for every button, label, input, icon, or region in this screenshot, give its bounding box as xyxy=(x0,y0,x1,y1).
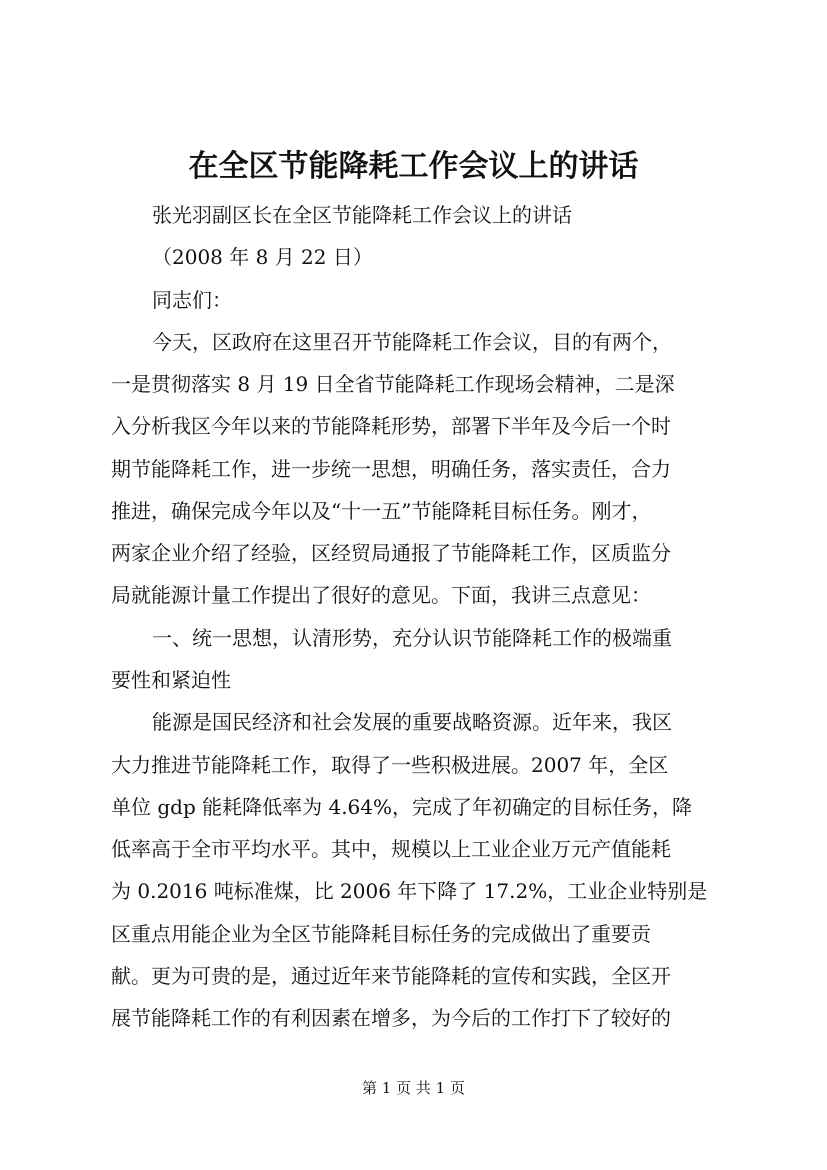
body-line: 一是贯彻落实 8 月 19 日全省节能降耗工作现场会精神，二是深 xyxy=(111,372,675,396)
body-line: 单位 gdp 能耗降低率为 4.64%，完成了年初确定的目标任务，降 xyxy=(111,795,693,819)
body-line: 局就能源计量工作提出了很好的意见。下面，我讲三点意见： xyxy=(111,583,651,607)
section-heading: 一、统一思想，认清形势，充分认识节能降耗工作的极端重 xyxy=(152,626,672,650)
body-line: 展节能降耗工作的有利因素在增多，为今后的工作打下了较好的 xyxy=(111,1006,671,1030)
body-line: 区重点用能企业为全区节能降耗目标任务的完成做出了重要贡 xyxy=(111,922,651,946)
body-line: 献。更为可贵的是，通过近年来节能降耗的宣传和实践，全区开 xyxy=(111,964,671,988)
body-line: 能源是国民经济和社会发展的重要战略资源。近年来，我区 xyxy=(152,710,672,734)
body-line: 推进，确保完成今年以及“十一五”节能降耗目标任务。刚才， xyxy=(111,499,652,523)
page-title: 在全区节能降耗工作会议上的讲话 xyxy=(188,149,639,184)
date-line: （2008 年 8 月 22 日） xyxy=(152,245,373,269)
body-line: 两家企业介绍了经验，区经贸局通报了节能降耗工作，区质监分 xyxy=(111,541,671,565)
body-line: 低率高于全市平均水平。其中，规模以上工业企业万元产值能耗 xyxy=(111,837,671,861)
body-line: 今天，区政府在这里召开节能降耗工作会议，目的有两个， xyxy=(152,330,672,354)
body-line: 大力推进节能降耗工作，取得了一些积极进展。2007 年，全区 xyxy=(111,753,669,777)
body-line: 为 0.2016 吨标准煤，比 2006 年下降了 17.2%，工业企业特别是 xyxy=(111,879,708,903)
page-footer: 第 1 页 共 1 页 xyxy=(362,1079,465,1097)
subtitle: 张光羽副区长在全区节能降耗工作会议上的讲话 xyxy=(152,203,572,227)
body-line: 入分析我区今年以来的节能降耗形势，部署下半年及今后一个时 xyxy=(111,414,671,438)
section-heading-cont: 要性和紧迫性 xyxy=(111,668,231,692)
body-line: 期节能降耗工作，进一步统一思想，明确任务，落实责任，合力 xyxy=(111,457,671,481)
salutation: 同志们： xyxy=(152,288,232,312)
